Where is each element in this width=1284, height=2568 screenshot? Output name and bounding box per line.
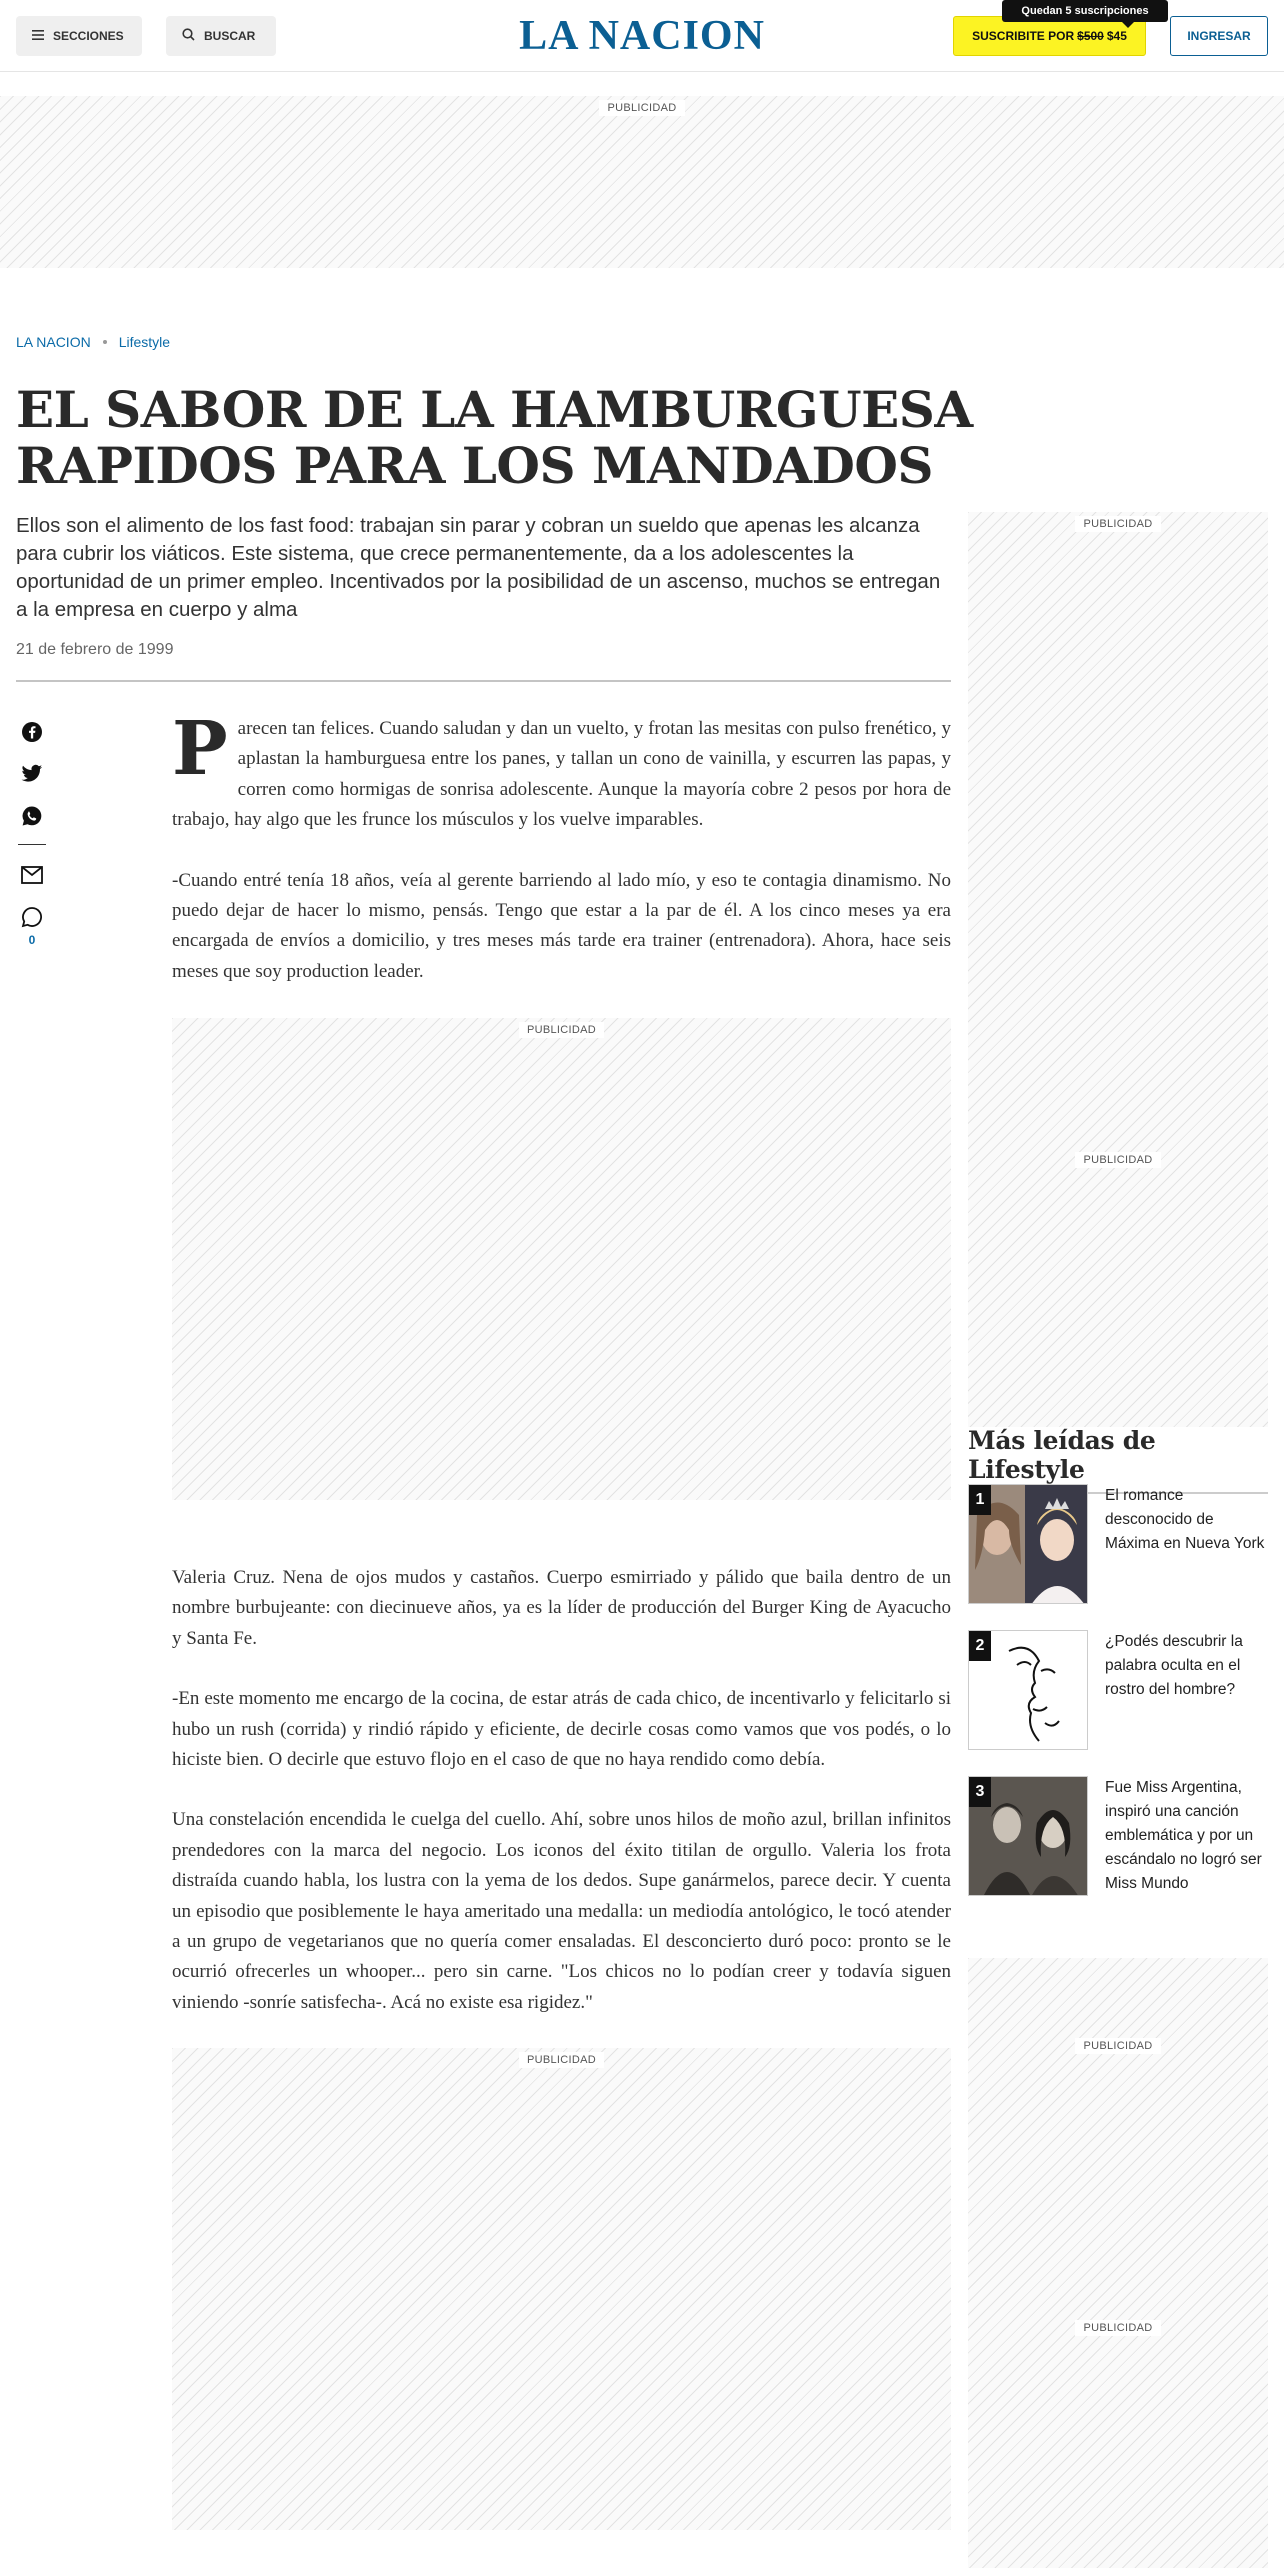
paragraph-1-text: arecen tan felices. Cuando saludan y dan un vuelto, y frotan las mesitas con pulso frenético, y aplastan la hamburguesa entre los panes, y tallan un cono de vainilla, y escurren las papas, y corren como hormigas de sonrisa adolescente. Aunque la mayoría cobre 2 pesos por hora de trabajo, hay algo que les frunce los músculos y los vuelve imparables. [172, 718, 951, 831]
facebook-icon[interactable] [18, 718, 46, 746]
subscribe-new-price: $45 [1106, 29, 1127, 43]
comments-icon[interactable] [18, 903, 46, 931]
subscribe-old-price: $500 [1077, 29, 1104, 43]
whatsapp-icon[interactable] [18, 802, 46, 830]
ad-label-mid [968, 2316, 1268, 2336]
most-read-headline[interactable]: El romance desconocido de Máxima en Nueva York [1105, 1487, 1265, 1552]
subscribe-prefix: SUSCRIBITE POR [972, 29, 1075, 43]
most-read-rank: 3 [969, 1777, 991, 1807]
top-ad-banner[interactable] [0, 96, 1284, 268]
breadcrumb [16, 334, 170, 350]
inline-ad-1[interactable] [172, 1018, 951, 1500]
inline-ad-2[interactable] [172, 2048, 951, 2530]
most-read-item[interactable] [968, 1776, 1268, 1898]
login-button[interactable]: INGRESAR [1170, 16, 1268, 56]
breadcrumb-separator [103, 340, 107, 344]
most-read-item[interactable] [968, 1484, 1268, 1606]
most-read-rank: 2 [969, 1631, 991, 1661]
ad-label: PUBLICIDAD [519, 1022, 604, 1038]
email-icon[interactable] [18, 861, 46, 889]
paragraph-2: -Cuando entré tenía 18 años, veía al gerente barriendo al lado mío, y eso te contagia dinamismo. No puedo dejar de hacer lo mismo, pensás. Tengo que estar a la par de él. A los cinco meses ya era encargada de envíos a domicilio, y tres meses más tarde era trainer (entrenadora). Ahora, hace seis meses que soy production leader. [172, 869, 951, 982]
ad-label: PUBLICIDAD [1075, 1152, 1160, 1168]
sidebar-ad-2[interactable] [968, 1958, 1268, 2568]
paragraph-1 [172, 706, 951, 836]
paragraph-3: Valeria Cruz. Nena de ojos mudos y castaños. Cuerpo esmirriado y pálido que baila dentro de un nombre burbujeante: con diecinueve años, ya es la líder de producción del Burger King de Ayacucho y Santa Fe. [172, 1567, 951, 1649]
most-read-rank: 1 [969, 1485, 991, 1515]
breadcrumb-home[interactable]: LA NACION [16, 334, 91, 350]
comments-count[interactable]: 0 [28, 933, 36, 947]
header-divider [16, 680, 951, 682]
most-read-headline[interactable]: ¿Podés descubrir la palabra oculta en el rostro del hombre? [1105, 1633, 1243, 1698]
sidebar-ad-1[interactable] [968, 512, 1268, 1427]
breadcrumb-section[interactable]: Lifestyle [118, 334, 171, 350]
site-logo[interactable]: LA NACION [519, 13, 765, 59]
ad-label-mid [968, 1148, 1268, 1168]
paragraph-5: Una constelación encendida le cuelga del cuello. Ahí, sobre unos hilos de moño azul, brillan infinitos prendedores con la marca del negocio. Los iconos del éxito titilan de orgullo. Valeria los frota distraída cuando habla, los lustra con la yema de los dedos. Supe ganármelos, parece decir. Y cuenta un episodio que posiblemente le haya ameritado una medalla: un mediodía antológico, le tocó atender a un grupo de vegetarianos que no quería comer ensaladas. El desconcierto duró poco: pronto se le ocurrió ofrecerles un whooper... pero sin carne. "Los chicos no lo podían creer y todavía siguen viniendo -sonríe satisfecha-. Acá no existe esa rigidez." [172, 1809, 951, 2013]
article-date: 21 de febrero de 1999 [16, 641, 174, 658]
most-read-item[interactable] [968, 1630, 1268, 1752]
most-read-thumbnail[interactable] [968, 1776, 1088, 1896]
article-title: EL SABOR DE LA HAMBURGUESA RAPIDOS PARA LOS MANDADOS [16, 380, 973, 495]
twitter-icon[interactable] [18, 760, 46, 788]
search-button[interactable] [166, 16, 276, 56]
quota-badge: Quedan 5 suscripciones [1002, 0, 1168, 22]
share-bar [18, 718, 46, 947]
most-read-headline[interactable]: Fue Miss Argentina, inspiró una canción emblemática y por un escándalo no logró ser Miss Mundo [1105, 1779, 1262, 1892]
subscribe-button[interactable] [953, 16, 1146, 56]
ad-label: PUBLICIDAD [599, 100, 684, 116]
share-separator [18, 844, 46, 845]
ad-label: PUBLICIDAD [1075, 516, 1160, 532]
top-bar [0, 0, 1284, 72]
ad-label: PUBLICIDAD [519, 2052, 604, 2068]
sections-button[interactable] [16, 16, 142, 56]
article-subtitle: Ellos son el alimento de los fast food: trabajan sin parar y cobran un sueldo que apenas les alcanza para cubrir los viáticos. Este sistema, que crece permanentemente, da a los adolescentes la oportunidad de un primer empleo. Incentivados por la posibilidad de un ascenso, muchos se entregan a la empresa en cuerpo y alma [16, 514, 941, 621]
menu-icon [32, 29, 44, 43]
drop-cap: P [172, 706, 228, 792]
most-read-thumbnail[interactable] [968, 1630, 1088, 1750]
most-read-title: Más leídas de Lifestyle [968, 1426, 1268, 1494]
most-read-thumbnail[interactable] [968, 1484, 1088, 1604]
search-icon [182, 28, 195, 44]
sections-label: SECCIONES [53, 29, 124, 43]
ad-label-top [968, 2034, 1268, 2054]
paragraph-4: -En este momento me encargo de la cocina, de estar atrás de cada chico, de incentivarlo y felicitarlo si hubo un rush (corrida) y rindió rápido y eficiente, de decirle cosas como vamos que vos podés, o lo hiciste bien. O decirle que estuvo flojo en el caso de que no haya rendido como debía. [172, 1688, 951, 1771]
search-label: BUSCAR [204, 29, 256, 43]
article-body-part-2 [172, 1563, 951, 2048]
ad-label: PUBLICIDAD [1075, 2038, 1160, 2054]
article-body-part-1 [172, 706, 951, 1017]
ad-label: PUBLICIDAD [1075, 2320, 1160, 2336]
